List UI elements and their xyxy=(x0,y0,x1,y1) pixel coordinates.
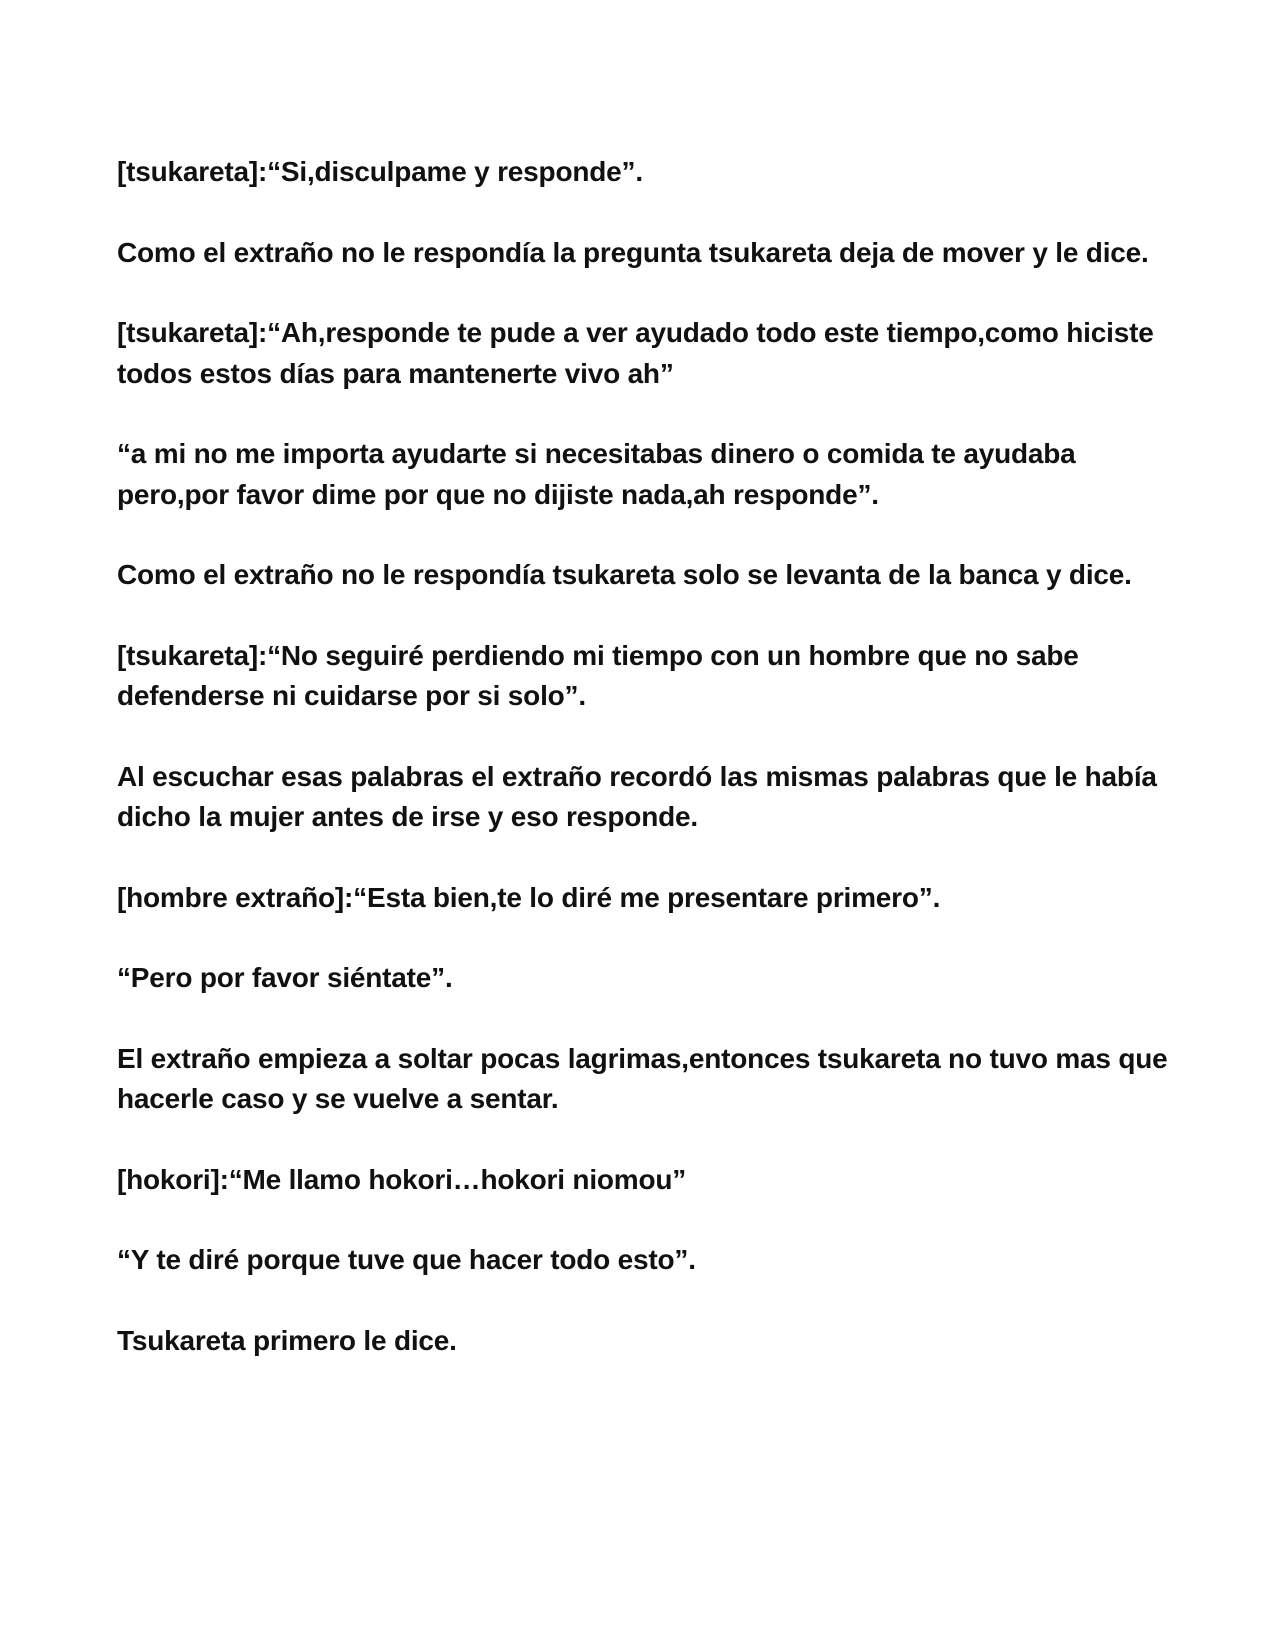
paragraph-10: El extraño empieza a soltar pocas lagrimas,entonces tsukareta no tuvo mas que hacerle caso y se vuelve a sentar. xyxy=(117,1042,1176,1114)
paragraph-12: “Y te diré porque tuve que hacer todo esto”. xyxy=(117,1244,696,1275)
paragraph-9: “Pero por favor siéntate”. xyxy=(117,962,453,993)
paragraph-2: Como el extraño no le respondía la pregunta tsukareta deja de mover y le dice. xyxy=(117,236,1149,268)
paragraph-13: Tsukareta primero le dice. xyxy=(117,1324,457,1356)
paragraph-8: [hombre extraño]:“Esta bien,te lo diré me presentare primero”. xyxy=(117,881,941,913)
paragraph-1: [tsukareta]:“Si,disculpame y responde”. xyxy=(117,156,643,187)
document-text-body xyxy=(117,152,1177,1361)
paragraph-4: “a mi no me importa ayudarte si necesitabas dinero o comida te ayudaba pero,por favor dime por que no dijiste nada,ah responde”. xyxy=(117,438,1084,510)
paragraph-7: Al escuchar esas palabras el extraño recordó las mismas palabras que le había dicho la mujer antes de irse y eso responde. xyxy=(117,760,1165,832)
paragraph-6: [tsukareta]:“No seguiré perdiendo mi tiempo con un hombre que no sabe defenderse ni cuidarse por si solo”. xyxy=(117,639,1087,711)
paragraph-3: [tsukareta]:“Ah,responde te pude a ver ayudado todo este tiempo,como hiciste todos estos días para mantenerte vivo ah” xyxy=(117,317,1162,389)
paragraph-11: [hokori]:“Me llamo hokori…hokori niomou” xyxy=(117,1163,687,1195)
paragraph-5: Como el extraño no le respondía tsukareta solo se levanta de la banca y dice. xyxy=(117,559,1132,590)
